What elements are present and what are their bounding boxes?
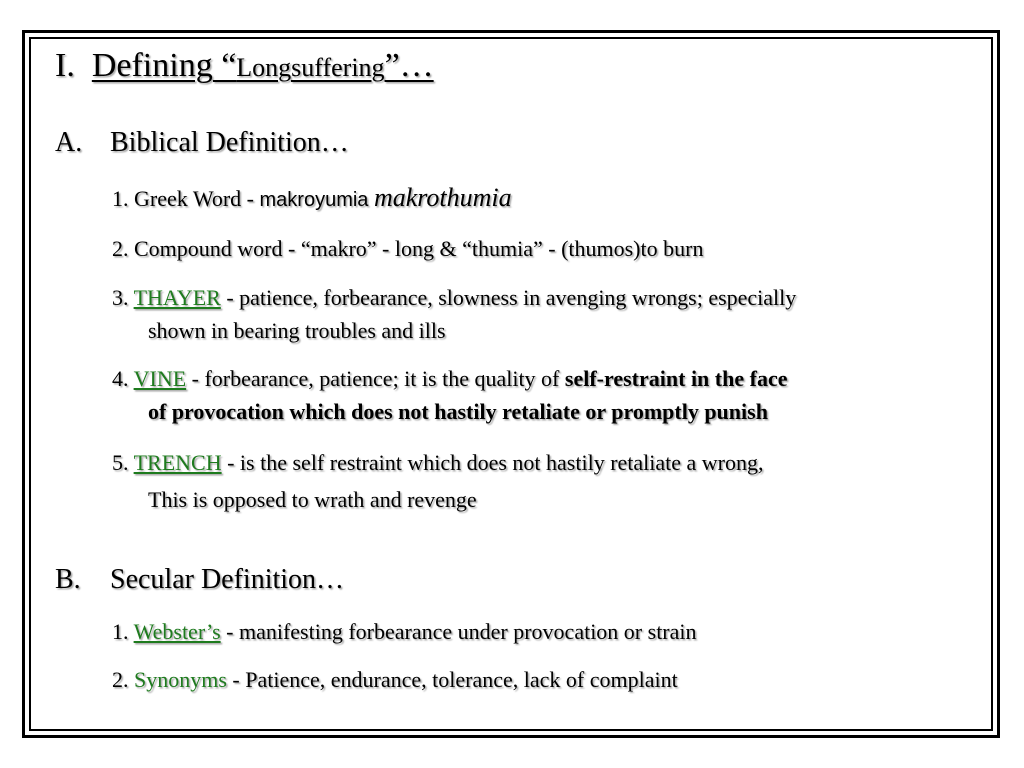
title-end: ”… — [384, 47, 434, 84]
a-item-1-prefix: 1. Greek Word - — [112, 186, 260, 211]
a-item-5-line2: This is opposed to wrath and revenge — [148, 487, 477, 512]
b-item-2-num: 2. — [112, 667, 134, 692]
a-item-4-line1 — [112, 366, 787, 392]
a-item-2: 2. Compound word - “makro” - long & “thumia” - (thumos)to burn — [112, 236, 704, 261]
a-item-3-source-link[interactable]: THAYER — [133, 285, 221, 310]
section-a-label: Biblical Definition… — [110, 127, 349, 158]
a-item-3-num: 3. — [112, 285, 134, 310]
title-word: Defining “ — [91, 47, 237, 84]
b-item-1 — [112, 619, 697, 645]
b-item-1-source-link[interactable]: Webster’s — [133, 619, 221, 644]
a-item-4-text1: - forbearance, patience; it is the quality of — [186, 366, 565, 391]
a-item-5-num: 5. — [112, 450, 134, 475]
b-item-2-text: - Patience, endurance, tolerance, lack of complaint — [226, 667, 678, 692]
b-item-2-source: Synonyms — [134, 667, 227, 692]
a-item-1-greek: makroyumia — [259, 189, 369, 211]
b-item-1-num: 1. — [112, 619, 134, 644]
a-item-4-line2: of provocation which does not hastily retaliate or promptly punish — [148, 399, 768, 424]
title-number: I. — [55, 47, 75, 84]
a-item-3-line2: shown in bearing troubles and ills — [148, 318, 446, 343]
section-b-heading — [55, 564, 345, 596]
title-term: Longsuffering — [236, 53, 385, 82]
a-item-5-text1: - is the self restraint which does not hastily retaliate a wrong, — [221, 450, 764, 475]
section-b-letter: B. — [55, 564, 81, 595]
section-a-heading — [55, 127, 349, 159]
section-b-label: Secular Definition… — [110, 564, 345, 595]
a-item-3-line1 — [112, 285, 796, 311]
title-underlined — [92, 47, 434, 84]
section-a-letter: A. — [55, 127, 83, 158]
a-item-5-line1 — [112, 450, 764, 476]
b-item-1-text: - manifesting forbearance under provocation or strain — [220, 619, 697, 644]
a-item-4-source-link[interactable]: VINE — [133, 366, 187, 391]
slide-title — [55, 47, 434, 85]
a-item-4-num: 4. — [112, 366, 134, 391]
a-item-5-source-link[interactable]: TRENCH — [133, 450, 222, 475]
b-item-2 — [112, 667, 678, 693]
a-item-1-translit: makrothumia — [373, 183, 512, 212]
a-item-3-text1: - patience, forbearance, slowness in avenging wrongs; especially — [220, 285, 797, 310]
a-item-1 — [112, 183, 512, 213]
a-item-4-bold1: self-restraint in the face — [564, 366, 788, 391]
